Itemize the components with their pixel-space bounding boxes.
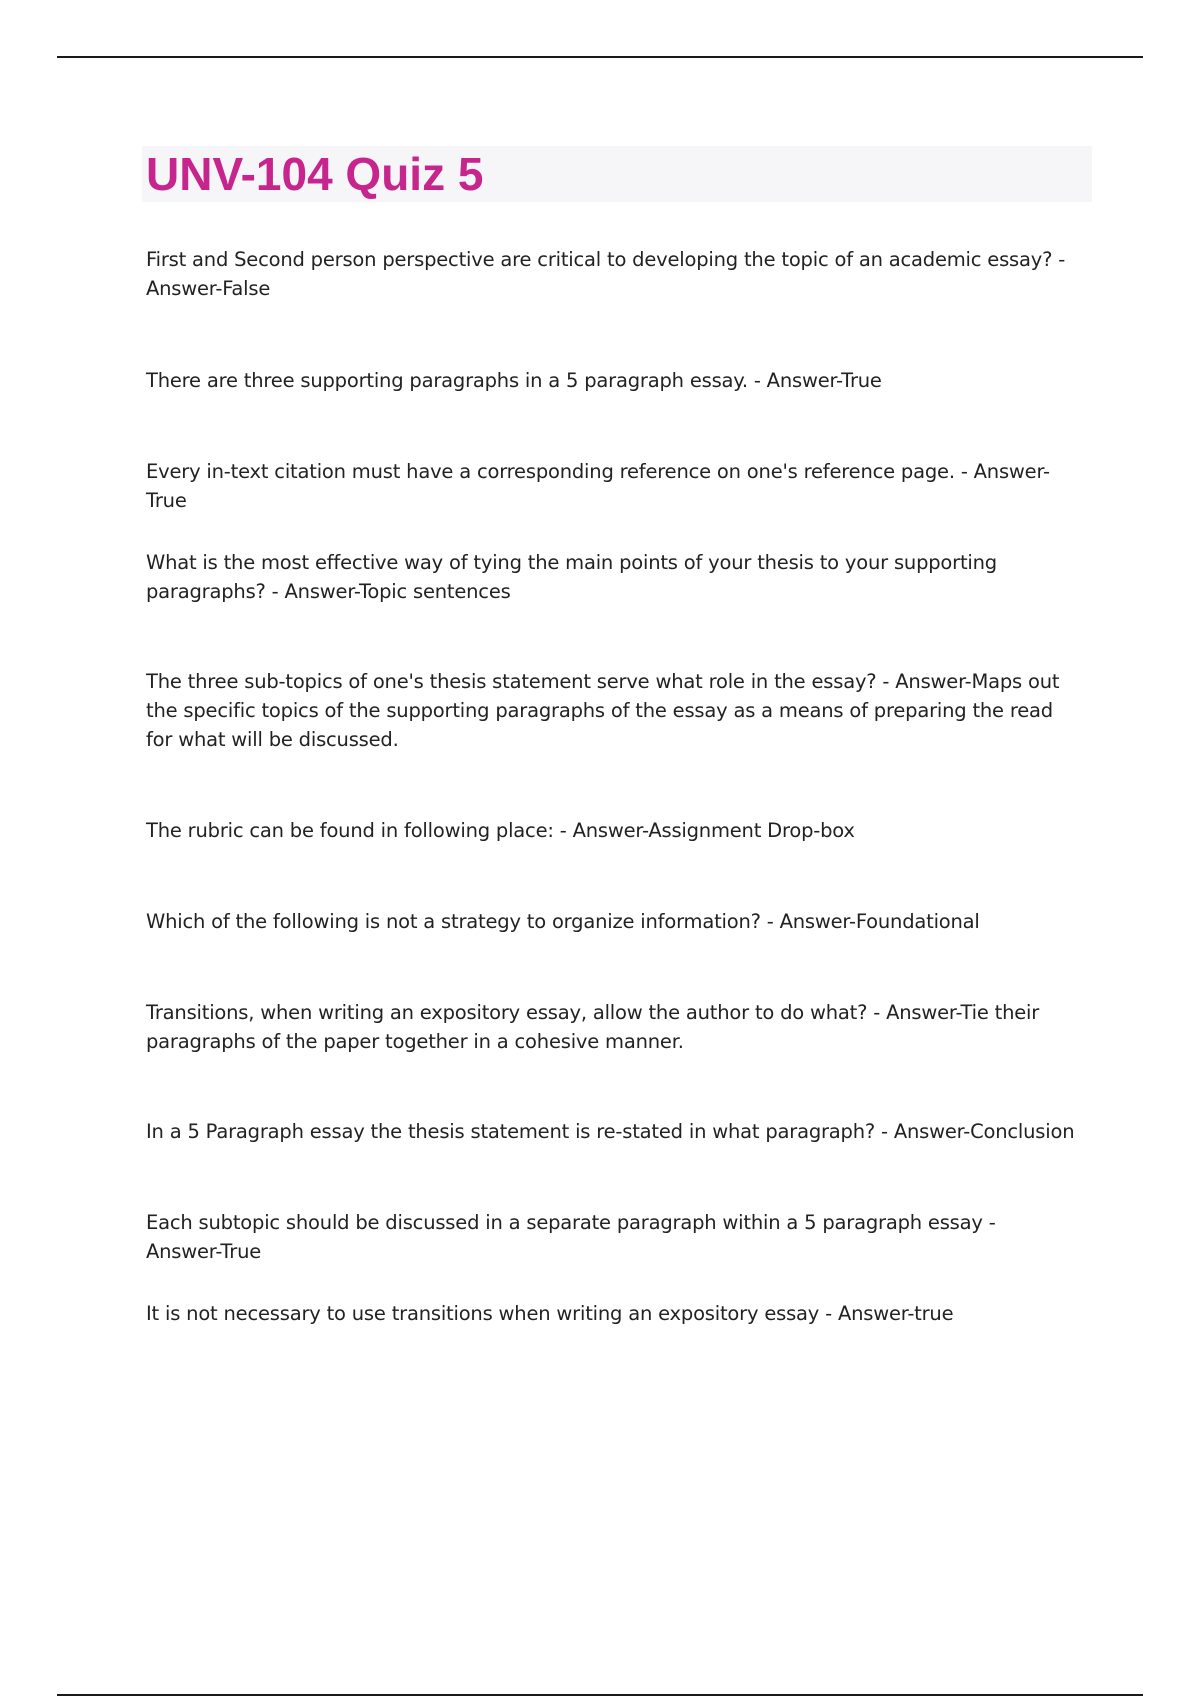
top-rule bbox=[57, 56, 1143, 58]
qa-item: First and Second person perspective are critical to developing the topic of an academic essay? - Answer-False bbox=[146, 248, 1066, 300]
qa-item: The three sub-topics of one's thesis statement serve what role in the essay? - Answer-Maps out the specific topics of the supporting paragraphs of the essay as a means of preparing the read for what will be discussed. bbox=[146, 670, 1060, 751]
qa-item: It is not necessary to use transitions when writing an expository essay - Answer-true bbox=[146, 1302, 954, 1325]
qa-item: In a 5 Paragraph essay the thesis statement is re-stated in what paragraph? - Answer-Conclusion bbox=[146, 1120, 1075, 1143]
bottom-rule bbox=[57, 1694, 1143, 1696]
qa-item: What is the most effective way of tying the main points of your thesis to your supporting paragraphs? - Answer-Topic sentences bbox=[146, 551, 997, 603]
qa-item: Each subtopic should be discussed in a separate paragraph within a 5 paragraph essay - Answer-True bbox=[146, 1211, 996, 1263]
qa-item: Transitions, when writing an expository essay, allow the author to do what? - Answer-Tie their paragraphs of the paper together in a cohesive manner. bbox=[146, 1001, 1040, 1053]
qa-item: There are three supporting paragraphs in a 5 paragraph essay. - Answer-True bbox=[146, 369, 882, 392]
qa-item: The rubric can be found in following place: - Answer-Assignment Drop-box bbox=[146, 819, 855, 842]
qa-item: Which of the following is not a strategy to organize information? - Answer-Foundational bbox=[146, 910, 980, 933]
qa-item: Every in-text citation must have a corresponding reference on one's reference page. - Answer-True bbox=[146, 460, 1050, 512]
document-title: UNV-104 Quiz 5 bbox=[146, 148, 484, 200]
